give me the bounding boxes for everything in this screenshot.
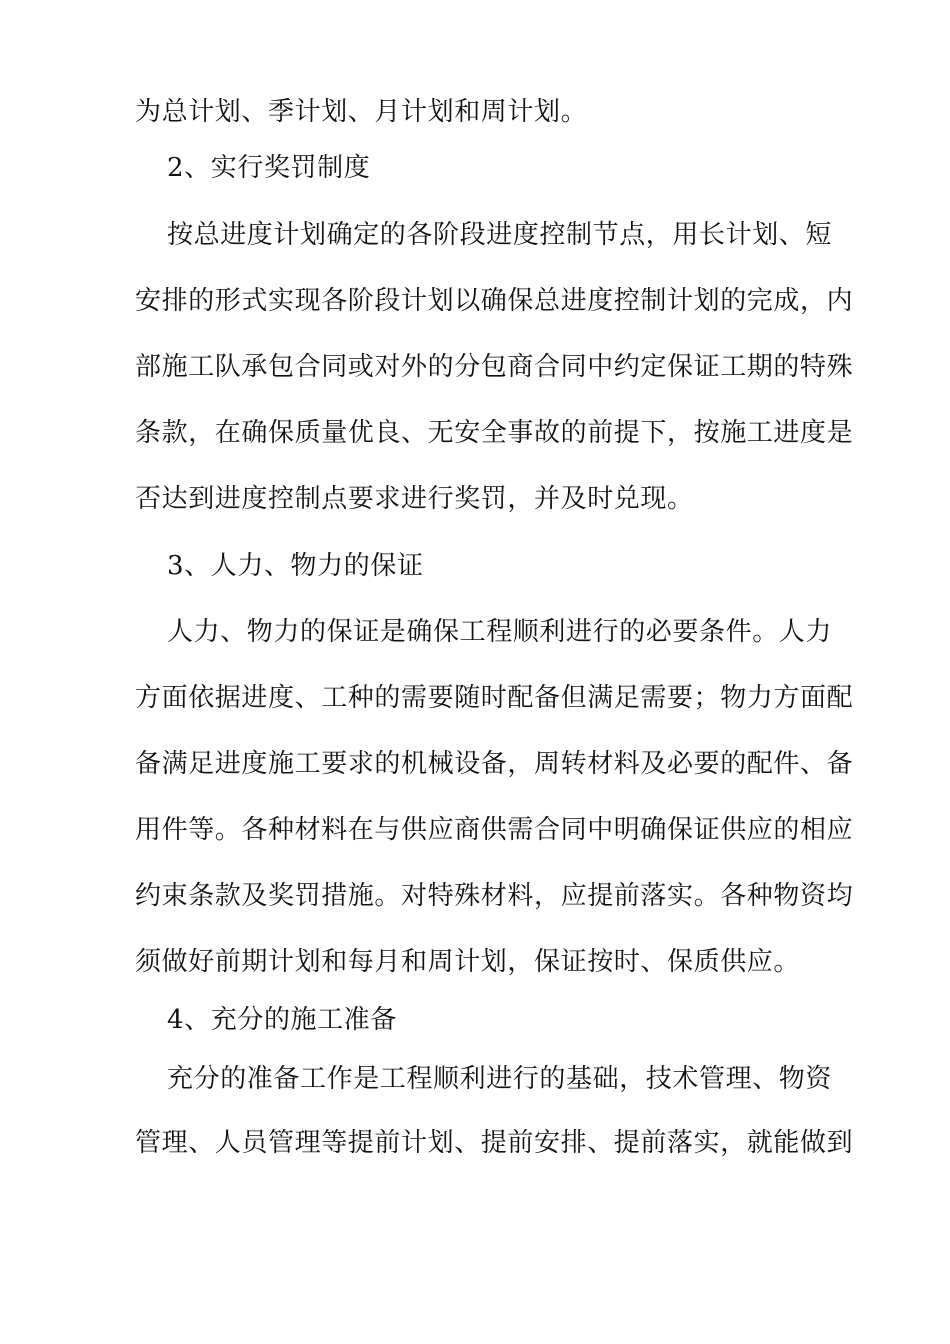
paragraph-line: 按总进度计划确定的各阶段进度控制节点，用长计划、短 [167, 220, 833, 250]
paragraph-line: 否达到进度控制点要求进行奖罚，并及时兑现。 [135, 484, 694, 514]
paragraph-line: 人力、物力的保证是确保工程顺利进行的必要条件。人力 [167, 617, 833, 647]
paragraph-line: 部施工队承包合同或对外的分包商合同中约定保证工期的特殊 [135, 352, 854, 382]
paragraph-line: 须做好前期计划和每月和周计划，保证按时、保质供应。 [135, 947, 801, 977]
paragraph-line: 安排的形式实现各阶段计划以确保总进度控制计划的完成，内 [135, 286, 854, 316]
paragraph-line: 备满足进度施工要求的机械设备，周转材料及必要的配件、备 [135, 749, 854, 779]
paragraph-line: 充分的准备工作是工程顺利进行的基础，技术管理、物资 [167, 1064, 833, 1094]
paragraph-line: 条款，在确保质量优良、无安全事故的前提下，按施工进度是 [135, 418, 854, 448]
section-heading: 2、实行奖罚制度 [167, 153, 371, 183]
paragraph-line: 方面依据进度、工种的需要随时配备但满足需要；物力方面配 [135, 683, 854, 713]
paragraph-line: 用件等。各种材料在与供应商供需合同中明确保证供应的相应 [135, 815, 854, 845]
paragraph-line: 约束条款及奖罚措施。对特殊材料，应提前落实。各种物资均 [135, 881, 854, 911]
section-heading: 4、充分的施工准备 [167, 1005, 397, 1035]
paragraph-line: 为总计划、季计划、月计划和周计划。 [135, 97, 588, 127]
section-heading: 3、人力、物力的保证 [167, 551, 424, 581]
paragraph-line: 管理、人员管理等提前计划、提前安排、提前落实，就能做到 [135, 1128, 854, 1158]
